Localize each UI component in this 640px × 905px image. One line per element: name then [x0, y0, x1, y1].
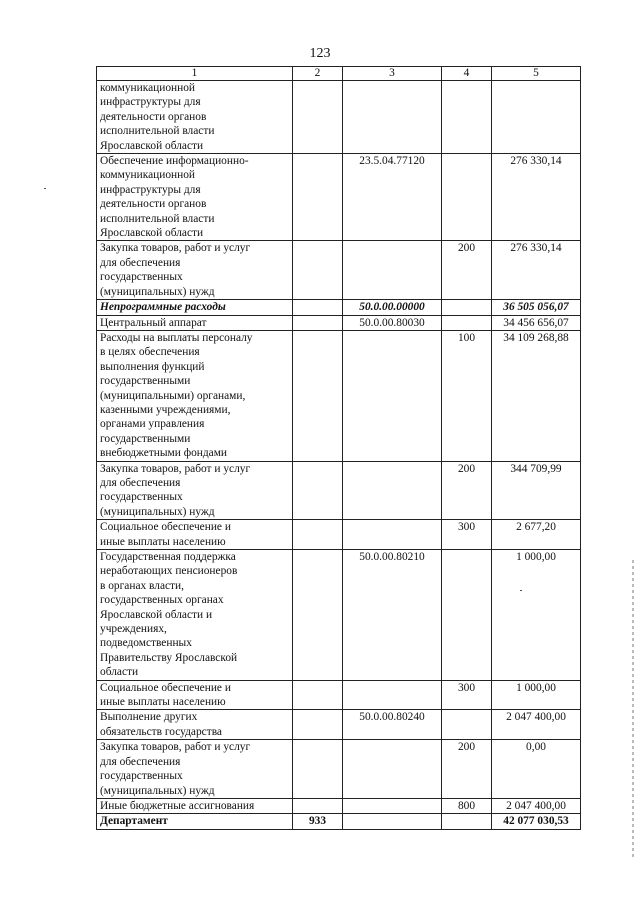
row-code-cell: 50.0.00.00000	[343, 300, 442, 315]
row-amount-cell: 276 330,14	[492, 241, 581, 300]
row-amount-cell: 2 047 400,00	[492, 798, 581, 813]
row-name-cell: Социальное обеспечение и иные выплаты населению	[97, 680, 293, 710]
row-dept-cell	[293, 680, 343, 710]
row-name-cell: Государственная поддержка неработающих пенсионеров в органах власти, государственных органах Ярославской области и учреждениях, подведомственных Правительству Ярославской области	[97, 550, 293, 681]
row-type-cell	[442, 710, 492, 740]
row-dept-cell	[293, 315, 343, 330]
row-amount-cell: 2 047 400,00	[492, 710, 581, 740]
header-col-1: 1	[97, 67, 293, 81]
row-name-cell: Иные бюджетные ассигнования	[97, 798, 293, 813]
row-amount-cell: 1 000,00	[492, 680, 581, 710]
row-name-cell: Обеспечение информационно- коммуникационной инфраструктуры для деятельности органов исполнительной власти Ярославской области	[97, 154, 293, 241]
table-row	[97, 241, 581, 300]
scan-speck	[44, 188, 46, 189]
row-code-cell	[343, 680, 442, 710]
header-col-3: 3	[343, 67, 442, 81]
row-code-cell: 23.5.04.77120	[343, 154, 442, 241]
row-amount-cell: 42 077 030,53	[492, 814, 581, 829]
table-row	[97, 740, 581, 799]
row-code-cell: 50.0.00.80240	[343, 710, 442, 740]
table-row	[97, 680, 581, 710]
row-code-cell: 50.0.00.80210	[343, 550, 442, 681]
row-code-cell	[343, 241, 442, 300]
row-code-cell	[343, 814, 442, 829]
row-amount-cell	[492, 81, 581, 154]
row-dept-cell	[293, 520, 343, 550]
row-code-cell	[343, 740, 442, 799]
row-name-cell: Закупка товаров, работ и услуг для обеспечения государственных (муниципальных) нужд	[97, 241, 293, 300]
table-row	[97, 520, 581, 550]
scan-edge-artifact	[632, 560, 634, 860]
table-row	[97, 154, 581, 241]
row-name-cell: Центральный аппарат	[97, 315, 293, 330]
table-header-row	[97, 67, 581, 81]
row-name-cell: Департамент	[97, 814, 293, 829]
budget-table	[96, 66, 581, 830]
row-name-cell: Закупка товаров, работ и услуг для обеспечения государственных (муниципальных) нужд	[97, 461, 293, 520]
table-row	[97, 300, 581, 315]
table-row	[97, 330, 581, 461]
row-name-cell: коммуникационной инфраструктуры для деятельности органов исполнительной власти Ярославской области	[97, 81, 293, 154]
row-dept-cell	[293, 461, 343, 520]
header-col-5: 5	[492, 67, 581, 81]
row-type-cell: 300	[442, 520, 492, 550]
row-code-cell	[343, 81, 442, 154]
row-code-cell: 50.0.00.80030	[343, 315, 442, 330]
row-amount-cell: 36 505 056,07	[492, 300, 581, 315]
row-type-cell: 200	[442, 241, 492, 300]
row-dept-cell	[293, 154, 343, 241]
row-code-cell	[343, 330, 442, 461]
header-col-2: 2	[293, 67, 343, 81]
row-name-cell: Социальное обеспечение и иные выплаты населению	[97, 520, 293, 550]
row-amount-cell: 0,00	[492, 740, 581, 799]
table-row	[97, 710, 581, 740]
row-name-cell: Выполнение других обязательств государства	[97, 710, 293, 740]
row-dept-cell	[293, 330, 343, 461]
row-type-cell	[442, 315, 492, 330]
scan-speck	[520, 590, 522, 591]
row-type-cell: 200	[442, 461, 492, 520]
row-dept-cell	[293, 740, 343, 799]
row-type-cell: 800	[442, 798, 492, 813]
table-row	[97, 81, 581, 154]
row-dept-cell	[293, 798, 343, 813]
row-type-cell: 100	[442, 330, 492, 461]
table-row	[97, 461, 581, 520]
row-dept-cell	[293, 300, 343, 315]
table-row	[97, 814, 581, 829]
row-name-cell: Непрограммные расходы	[97, 300, 293, 315]
row-amount-cell: 2 677,20	[492, 520, 581, 550]
row-dept-cell	[293, 241, 343, 300]
row-dept-cell	[293, 81, 343, 154]
table-row	[97, 798, 581, 813]
row-amount-cell: 276 330,14	[492, 154, 581, 241]
row-amount-cell: 34 109 268,88	[492, 330, 581, 461]
row-name-cell: Расходы на выплаты персоналу в целях обеспечения выполнения функций государственными (муниципальными) органами, казенными учреждениями, органами управления государственными внебюджетными фондами	[97, 330, 293, 461]
row-amount-cell: 34 456 656,07	[492, 315, 581, 330]
row-type-cell: 300	[442, 680, 492, 710]
row-type-cell	[442, 814, 492, 829]
row-type-cell	[442, 300, 492, 315]
row-type-cell	[442, 154, 492, 241]
row-amount-cell: 1 000,00	[492, 550, 581, 681]
table-row	[97, 550, 581, 681]
row-type-cell	[442, 550, 492, 681]
row-dept-cell	[293, 550, 343, 681]
page-number: 123	[309, 46, 331, 61]
row-code-cell	[343, 520, 442, 550]
row-code-cell	[343, 461, 442, 520]
row-dept-cell: 933	[293, 814, 343, 829]
row-dept-cell	[293, 710, 343, 740]
row-code-cell	[343, 798, 442, 813]
row-type-cell	[442, 81, 492, 154]
row-type-cell: 200	[442, 740, 492, 799]
table-row	[97, 315, 581, 330]
row-amount-cell: 344 709,99	[492, 461, 581, 520]
row-name-cell: Закупка товаров, работ и услуг для обеспечения государственных (муниципальных) нужд	[97, 740, 293, 799]
header-col-4: 4	[442, 67, 492, 81]
